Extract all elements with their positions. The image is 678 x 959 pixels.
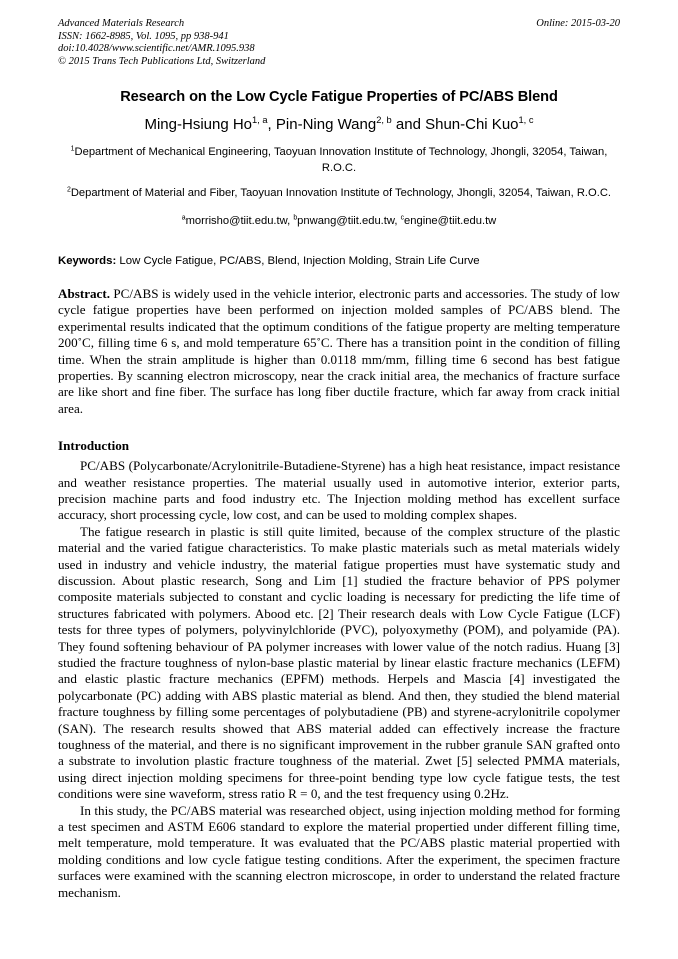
journal-name: Advanced Materials Research <box>58 18 185 29</box>
journal-doi: doi:10.4028/www.scientific.net/AMR.1095.938 <box>58 43 255 55</box>
affiliation-marker-1: 1 <box>70 145 75 153</box>
email-marker-b: b <box>293 214 298 222</box>
affiliation-text-2: Department of Material and Fiber, Taoyuan Innovation Institute of Technology, Jhongli, 32054, Taiwan, R.O.C. <box>70 187 612 200</box>
author-affil-marker-1: 1, a <box>252 115 268 126</box>
author-name-3: Shun-Chi Kuo <box>425 116 519 134</box>
journal-header <box>40 18 638 68</box>
introduction-paragraph-3: In this study, the PC/ABS material was researched object, using injection molding method for forming a test specimen and ASTM E606 standard to explore the material propertied under different filling time, melt temperature, mold temperature. It was evaluated that the PC/ABS plastic material propertied with molding conditions and low cycle fatigue testing conditions. After the experiment, the specimen fracture surfaces were examined with the scanning electron microscope, in order to understand the related fracture mechanism. <box>58 802 620 900</box>
keywords-line <box>40 254 638 269</box>
author-separator-1: , <box>267 116 276 134</box>
email-marker-a: a <box>181 214 186 222</box>
author-affil-marker-3: 1, c <box>518 115 534 126</box>
keywords-value: Low Cycle Fatigue, PC/ABS, Blend, Injection Molding, Strain Life Curve <box>116 254 480 267</box>
email-address-2[interactable]: pnwang@tiit.edu.tw, <box>297 214 398 227</box>
page-title: Research on the Low Cycle Fatigue Properties of PC/ABS Blend <box>120 89 558 106</box>
author-list <box>40 115 638 134</box>
affiliation-marker-2: 2 <box>66 186 71 194</box>
email-address-1[interactable]: morrisho@tiit.edu.tw, <box>185 214 291 227</box>
introduction-paragraph-1: PC/ABS (Polycarbonate/Acrylonitrile-Butadiene-Styrene) has a high heat resistance, impact resistance and weather resistance properties. The material usually used in automotive interior, exterior parts, precision machine parts and food industry etc. The Injection molding method has excellent surface accuracy, short processing cycle, low cost, and can be used to molding complex shapes. <box>58 458 620 523</box>
abstract-label: Abstract. <box>58 285 110 301</box>
author-name-2: Pin-Ning Wang <box>275 116 377 134</box>
abstract-section <box>40 286 638 417</box>
section-heading-introduction: Introduction <box>58 438 130 454</box>
author-affil-marker-2: 2, b <box>376 115 392 126</box>
email-address-3[interactable]: engine@tiit.edu.tw <box>404 214 497 227</box>
email-marker-c: c <box>400 214 405 222</box>
affiliation-1 <box>40 145 638 176</box>
author-separator-2: and <box>391 116 426 134</box>
author-emails <box>40 214 638 229</box>
journal-issn: ISSN: 1662-8985, Vol. 1095, pp 938-941 <box>58 30 229 42</box>
author-name-1: Ming-Hsiung Ho <box>144 116 253 134</box>
online-date: Online: 2015-03-20 <box>536 18 620 29</box>
keywords-label: Keywords: <box>58 254 117 267</box>
introduction-paragraph-2: The fatigue research in plastic is still quite limited, because of the complex structure of the plastic material and the varied fatigue characteristics. To make plastic materials such as metal materials widely used in industry and vehicle industry, the material fatigue properties must have systematic study and discussion. About plastic research, Song and Lim [1] studied the fracture behavior of PPS polymer composite materials subjected to constant and cyclic loading is necessary for predicting the life time of structures fabricated with polymers. Abood etc. [2] Their research deals with Low Cycle Fatigue (LCF) tests for three types of polymers, polyvinylchloride (PVC), polyoxymethy (POM), and polyamide (PA). They found softening behaviour of PA polymer increases with lower value of the notch radius. Huang [3] studied the fracture toughness of nylon-base plastic material by linear elastic fracture mechanics (LEFM) and elastic plastic fracture mechanics (EPFM) methods. Herpels and Mascia [4] investigated the polycarbonate (PC) adding with ABS plastic material as blend. And then, they studied the blend material fracture toughness by filling some percentages of polybutadiene (PB) and styrene-acrylonitrile copolymer (SAN). The research results showed that ABS material added can effectively increase the fracture toughness of the material, and there is no significant improvement in the rubber granule SAN grafted onto a substrate to involution plastic fracture toughness of the material. Zwet [5] selected PMMA materials, using direct injection molding specimens for three-point bending type low cycle fatigue tests, the test conditions were sine waveform, stress ratio R = 0, and the test frequency using 0.2Hz. <box>58 523 620 802</box>
abstract-text: PC/ABS is widely used in the vehicle interior, electronic parts and accessories. The study of low cycle fatigue properties have been performed on injection molded samples of PC/ABS blend. The experimental results indicated that the optimum conditions of the fatigue property are melting temperature 200˚C, filling time 6 s, and mold temperature 65˚C. There has a transition point in the condition of filling time. When the strain amplitude is higher than 0.0118 mm/mm, filling time 6 second has best fatigue properties. By scanning electron microscopy, near the crack initial area, the mechanics of fracture surface are like short and fine fiber. The surface has long fiber ductile fracture, which far away from crack initial area. <box>58 285 620 416</box>
journal-copyright: © 2015 Trans Tech Publications Ltd, Switzerland <box>58 55 266 67</box>
affiliation-text-1: Department of Mechanical Engineering, Taoyuan Innovation Institute of Technology, Jhongli, 32054, Taiwan, R.O.C. <box>74 146 608 174</box>
affiliation-2 <box>40 186 638 202</box>
